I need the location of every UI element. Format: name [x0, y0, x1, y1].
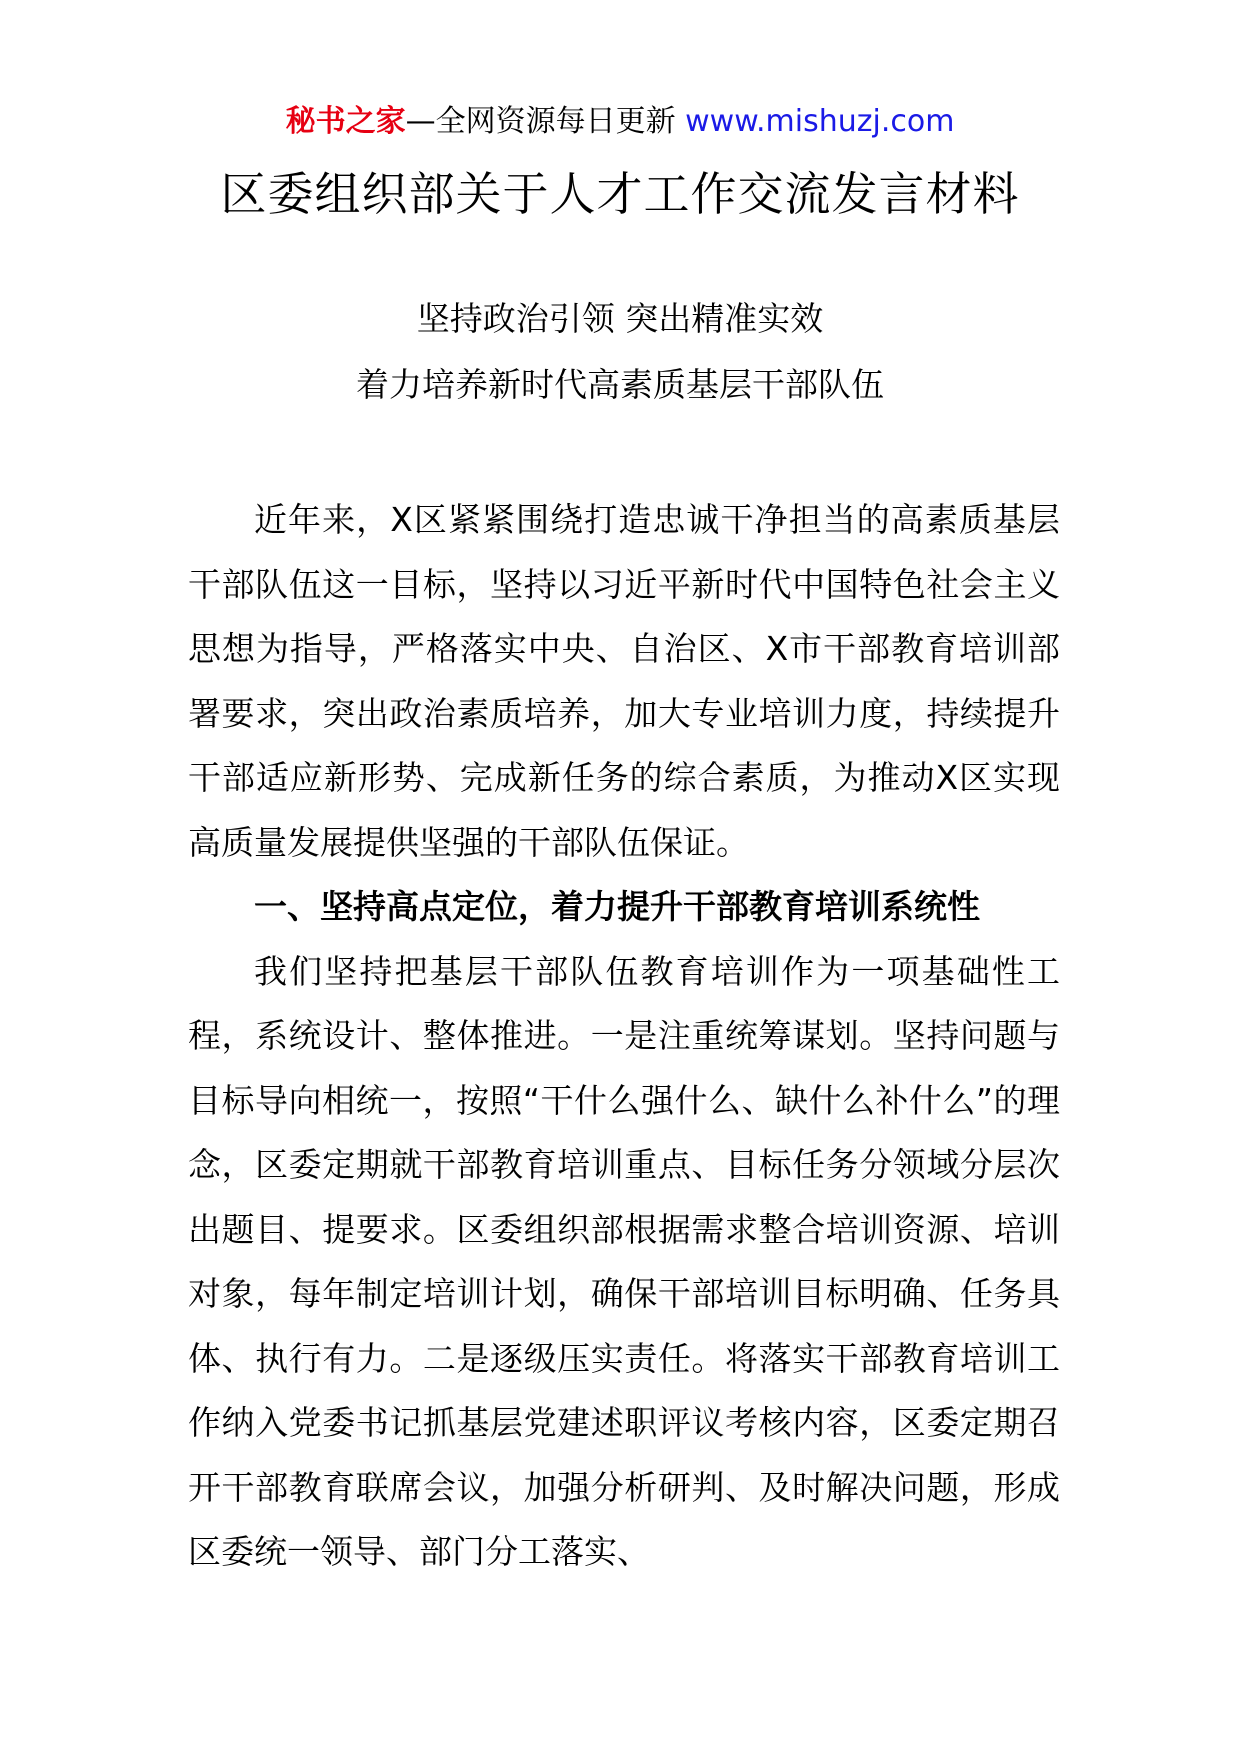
subtitle-line-1: 坚持政治引领 突出精准实效 [416, 299, 824, 338]
document-title: 区委组织部关于人才工作交流发言材料 [220, 167, 1020, 221]
subtitle-line-2: 着力培养新时代高素质基层干部队伍 [356, 365, 884, 404]
site-banner [0, 102, 1240, 142]
brand-name: 秘书之家 [285, 104, 406, 139]
banner-tagline: —全网资源每日更新 [405, 104, 686, 139]
section-1-paragraph: 我们坚持把基层干部队伍教育培训作为一项基础性工程，系统设计、整体推进。一是注重统筹谋划。坚持问题与目标导向相统一，按照“干什么强什么、缺什么补什么”的理念，区委定期就干部教育培训重点、目标任务分领域分层次出题目、提要求。区委组织部根据需求整合培训资源、培训对象，每年制定培训计划，确保干部培训目标明确、任务具体、执行有力。二是逐级压实责任。将落实干部教育培训工作纳入党委书记抓基层党建述职评议考核内容，区委定期召开干部教育联席会议，加强分析研判、及时解决问题，形成区委统一领导、部门分工落实、 [188, 951, 1060, 1571]
document-body [188, 488, 1060, 1585]
site-url-link[interactable]: www.mishuzj.com [685, 104, 955, 139]
section-1-heading: 一、坚持高点定位，着力提升干部教育培训系统性 [254, 887, 980, 926]
intro-paragraph: 近年来，X区紧紧围绕打造忠诚干净担当的高素质基层干部队伍这一目标，坚持以习近平新时代中国特色社会主义思想为指导，严格落实中央、自治区、X市干部教育培训部署要求，突出政治素质培养，加大专业培训力度，持续提升干部适应新形势、完成新任务的综合素质，为推动X区实现高质量发展提供坚强的干部队伍保证。 [188, 500, 1060, 862]
